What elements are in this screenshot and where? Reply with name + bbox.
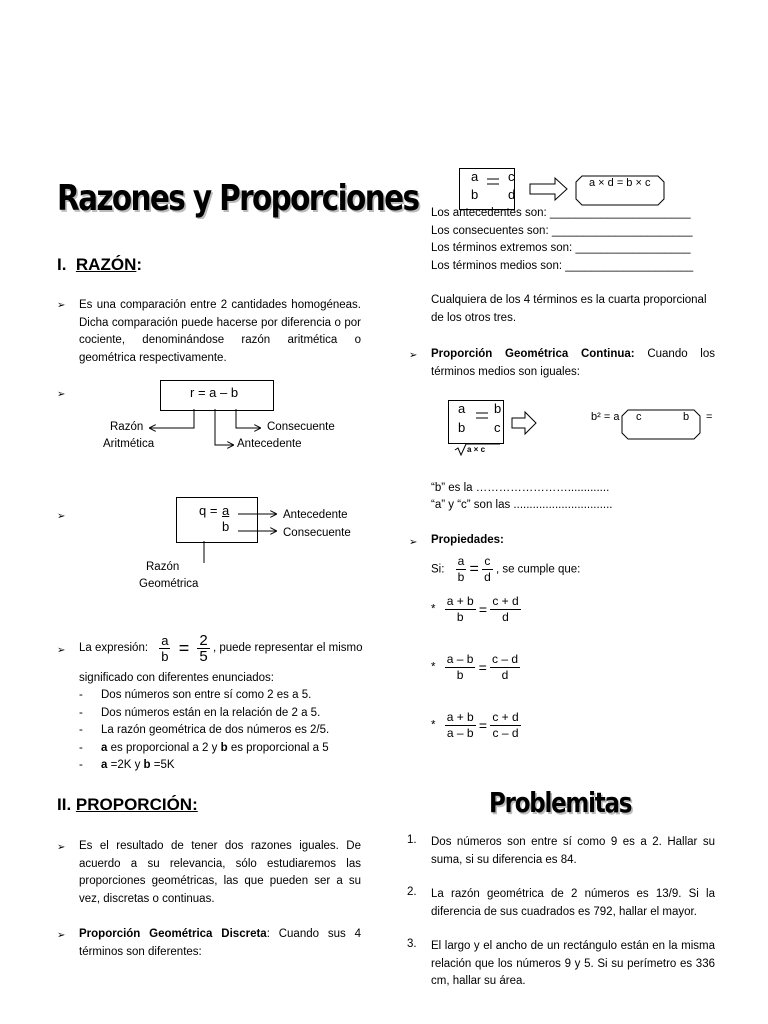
bullet-icon: ➢ (409, 350, 418, 361)
bullet-icon: ➢ (57, 389, 66, 400)
sqrt-label: a × c (467, 445, 486, 454)
expression-prefix: La expresión: (79, 642, 149, 654)
property-1: * $\frac{a + b}{b}$ = $\frac{c + d}{d}$ (431, 594, 519, 624)
fraction-2-5: $\frac{2}{5}$ (199, 632, 208, 665)
antecedente-label: Antecedente (283, 509, 348, 521)
list-item: 3. El largo y el ancho de un rectángulo están en la misma relación que los números 9 y 5. Si su perímetro es 336 cm, hallar su área. (407, 938, 715, 987)
bullet-icon: ➢ (57, 511, 66, 522)
fraction-ab: $\frac{a}{b}$ (161, 633, 169, 664)
box2-b: b (683, 411, 690, 423)
geometric-q: q = (199, 503, 218, 518)
expression-suffix: , puede representar el mismo (212, 642, 363, 654)
property-3: * $\frac{a + b}{a - b}$ = $\frac{c + d}{c - d}$ (431, 710, 519, 740)
razon-label: Razón (146, 561, 180, 573)
geometric-num: a (222, 503, 230, 518)
list-item: 1. Dos números son entre sí como 9 es a 2. Hallar su suma, si su diferencia es 84. (407, 834, 715, 866)
arithmetic-arrows (150, 409, 260, 445)
b-es-la: “b” es la ……………………............. (431, 482, 610, 494)
continua-definition: Proporción Geométrica Continua: Cuando los términos medios son iguales: (431, 348, 715, 378)
colon: : (136, 255, 143, 274)
hollow-arrow-icon (512, 178, 567, 434)
list-item: Los términos extremos son: __________________ (431, 242, 691, 254)
list-item: - La razón geométrica de dos números es 2/5. (79, 724, 330, 736)
cuarta-proporcional: Cualquiera de los 4 términos es la cuarta proporcional de los otros tres. (431, 294, 707, 324)
property-2: * $\frac{a - b}{b}$ = $\frac{c - d}{d}$ (431, 652, 518, 682)
razon-definition: Es una comparación entre 2 cantidades homogéneas. Dicha comparación puede hacerse por diferencia o por cociente, denominándose razón aritmética o geométrica respectivamente. (79, 299, 361, 364)
sqrt-icon (455, 444, 500, 455)
aritmetica-label: Aritmética (103, 438, 155, 450)
list-item: 2. La razón geométrica de 2 números es 13/9. Si la diferencia de sus cuadrados es 792, hallar el mayor. (407, 886, 715, 918)
equals-sign: = (706, 411, 713, 423)
propiedades-heading: Propiedades: (431, 534, 504, 546)
prop-c: c (508, 169, 515, 184)
expression-line: La expresión: $\frac{a}{b}$ = $\frac{2}{5}$ , puede representar el mismo (79, 632, 363, 665)
cont-b2: b (494, 401, 502, 416)
si-line: Si: $\frac{a}{b}$ = $\frac{c}{d}$ , se cumple que: (431, 554, 581, 584)
list-item: Los consecuentes son: ______________________ (431, 224, 693, 237)
product-text: a × d = b × c (589, 177, 651, 189)
geometric-den: b (222, 519, 230, 534)
list-item: - a =2K y b =5K (79, 759, 175, 771)
list-item: - Dos números son entre sí como 2 es a 5. (79, 689, 312, 701)
list-item: - a es proporcional a 2 y b es proporcional a 5 (79, 741, 329, 754)
bullet-icon: ➢ (57, 645, 66, 656)
discreta-definition: Proporción Geométrica Discreta: Cuando sus 4 términos son diferentes: (79, 928, 361, 958)
bullet-icon: ➢ (57, 300, 66, 311)
razon-label: Razón (110, 421, 144, 433)
section-number: I. (57, 255, 67, 274)
consecuente-label: Consecuente (283, 527, 351, 539)
a-c-son-las: “a” y “c” son las ............................... (431, 499, 613, 511)
geometric-arrows (204, 514, 276, 563)
proporcion-definition: Es el resultado de tener dos razones iguales. De acuerdo a su relevancia, sólo estudiaremos las proporciones geométricas, las que pueden ser a su vez, discretas o continuas. (79, 840, 361, 905)
consecuente-label: Consecuente (267, 421, 335, 433)
prop-a: a (471, 169, 479, 184)
bullet-icon: ➢ (57, 930, 66, 941)
section-title: RAZÓN (75, 255, 137, 274)
equals-marks (476, 179, 502, 418)
page-title: Razones y Proporciones (57, 178, 419, 219)
bullet-icon: ➢ (57, 842, 66, 853)
section-title: PROPORCIÓN: (75, 795, 198, 814)
fraction-cd: $\frac{c}{d}$ (484, 554, 491, 584)
geometrica-label: Geométrica (139, 578, 199, 590)
prop-d: d (508, 187, 516, 202)
cont-b1: b (458, 420, 466, 435)
expression-continued: significado con diferentes enunciados: (79, 672, 274, 684)
section-number: II. (57, 795, 72, 814)
prop-b: b (471, 187, 479, 202)
box2-c: c (636, 411, 642, 423)
list-item: Los términos medios son: ____________________ (431, 259, 694, 272)
antecedente-label: Antecedente (237, 438, 302, 450)
fraction-ab: $\frac{a}{b}$ (457, 554, 465, 584)
cont-a: a (458, 401, 466, 416)
bullet-icon: ➢ (409, 537, 418, 548)
cont-c: c (494, 420, 501, 435)
b-squared: b² = a (591, 411, 620, 423)
arithmetic-formula: r = a – b (190, 385, 239, 400)
list-item: - Dos números están en la relación de 2 a 5. (79, 706, 321, 719)
list-item: Los antecedentes son: ______________________ (431, 207, 691, 219)
problemitas-title: Problemitas (489, 786, 632, 819)
result-box-icon (576, 176, 700, 439)
